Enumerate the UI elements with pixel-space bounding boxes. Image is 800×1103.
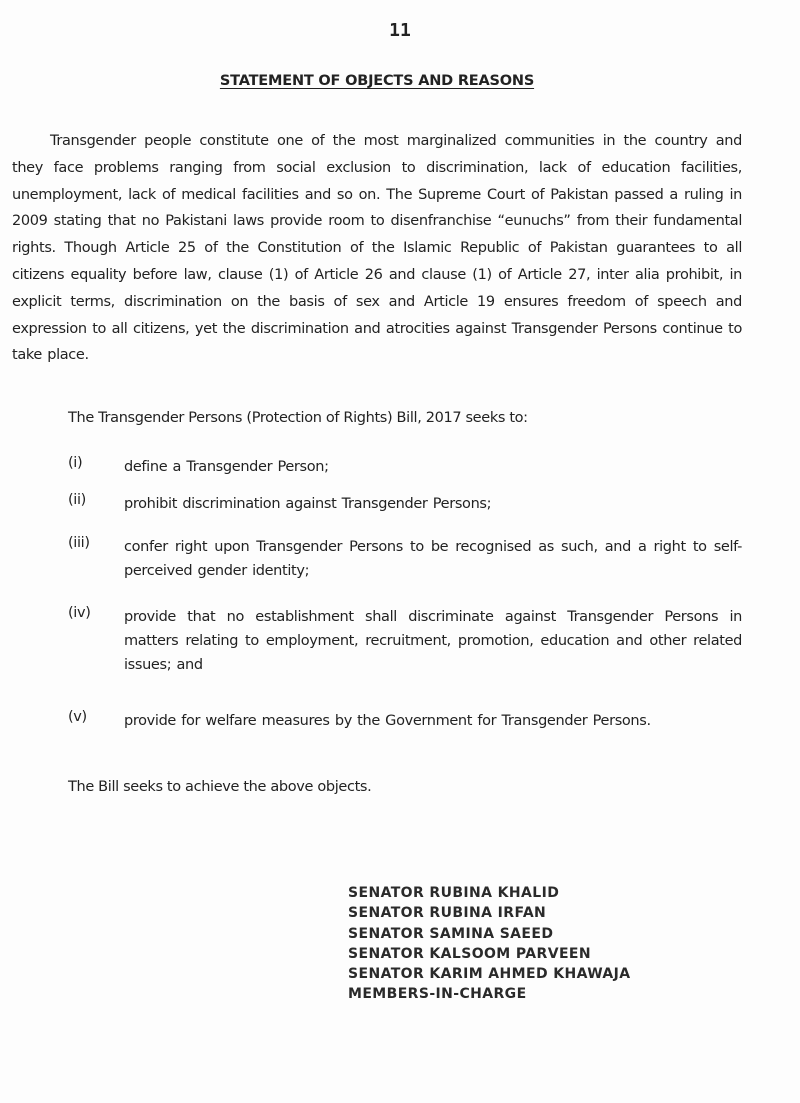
object-item: [68, 709, 742, 733]
document-title: STATEMENT OF OBJECTS AND REASONS: [219, 73, 535, 89]
object-number: (iv): [68, 605, 91, 621]
signatory: SENATOR RUBINA IRFAN: [348, 905, 547, 922]
objects-intro: The Transgender Persons (Protection of Rights) Bill, 2017 seeks to:: [68, 410, 528, 426]
signatory: SENATOR KARIM AHMED KHAWAJA: [348, 966, 631, 983]
object-item: [68, 492, 742, 516]
body-paragraph: [12, 128, 742, 369]
page-number: 11: [389, 20, 411, 41]
signatory: SENATOR SAMINA SAEED: [348, 925, 554, 942]
members-in-charge-label: MEMBERS-IN-CHARGE: [348, 986, 527, 1003]
closing-statement: The Bill seeks to achieve the above objects.: [68, 779, 372, 795]
signatories-block: [348, 883, 631, 1005]
signatory: SENATOR KALSOOM PARVEEN: [348, 945, 591, 962]
object-item: [68, 535, 742, 583]
object-text: define a Transgender Person;: [124, 459, 329, 475]
object-text: provide for welfare measures by the Government for Transgender Persons.: [124, 713, 651, 729]
object-item: [68, 605, 742, 677]
body-paragraph-text: Transgender people constitute one of the most marginalized communities in the country and they face problems ranging from social exclusion to discrimination, lack of education facilities, unemployment, lack of medical facilities and so on. The Supreme Court of Pakistan passed a ruling in 2009 stating that no Pakistani laws provide room to disenfranchise “eunuchs” from their fundamental rights. Though Article 25 of the Constitution of the Islamic Republic of Pakistan guarantees to all citizens equality before law, clause (1) of Article 26 and clause (1) of Article 27, inter alia prohibit, in explicit terms, discrimination on the basis of sex and Article 19 ensures freedom of speech and expression to all citizens, yet the discrimination and atrocities against Transgender Persons continue to take place.: [12, 133, 742, 364]
object-number: (i): [68, 455, 83, 471]
signatory: SENATOR RUBINA KHALID: [348, 885, 560, 901]
object-number: (ii): [68, 492, 86, 508]
object-text: provide that no establishment shall discriminate against Transgender Persons in matters relating to employment, recruitment, promotion, education and other related issues; and: [124, 609, 742, 673]
object-number: (v): [68, 709, 87, 725]
object-number: (iii): [68, 535, 90, 551]
object-item: [68, 455, 742, 479]
object-text: confer right upon Transgender Persons to be recognised as such, and a right to self-perceived gender identity;: [124, 539, 742, 579]
object-text: prohibit discrimination against Transgender Persons;: [124, 496, 492, 512]
